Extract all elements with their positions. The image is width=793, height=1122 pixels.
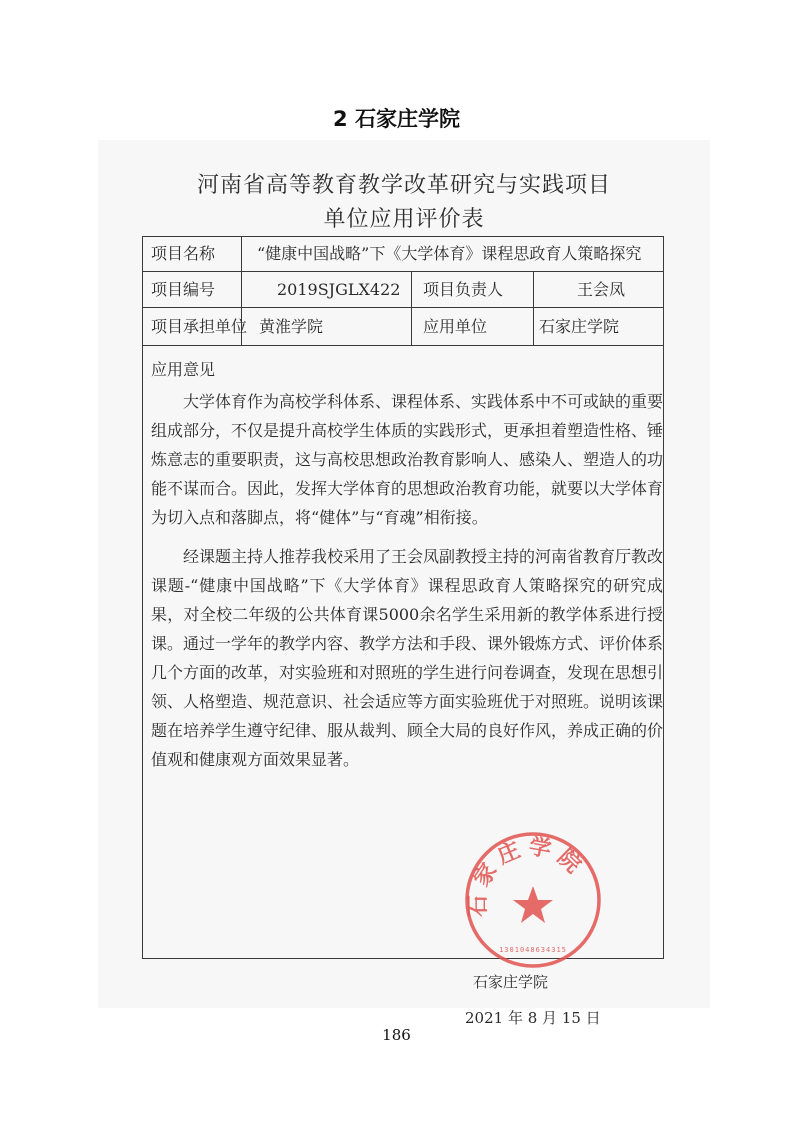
- project-leader-label: 项目负责人: [423, 280, 504, 299]
- page-number: 186: [382, 1026, 411, 1044]
- undertaker-label: 项目承担单位: [151, 317, 248, 336]
- project-name-value: “健康中国战略”下《大学体育》课程思政育人策略探究: [257, 244, 642, 263]
- applicant-label: 应用单位: [423, 317, 488, 336]
- form-subtitle: 单位应用评价表: [323, 207, 485, 232]
- form-title: 河南省高等教育教学改革研究与实践项目: [196, 173, 611, 198]
- signature-date: 2021 年 8 月 15 日: [465, 1009, 601, 1027]
- official-seal-icon: [463, 830, 603, 970]
- project-leader-value: 王会凤: [577, 280, 626, 299]
- scanned-form: [98, 140, 710, 1027]
- opinion-paragraph: 经课题主持人推荐我校采用了王会凤副教授主持的河南省教育厅教改课题-“健康中国战略”下《大学体育》课程思政育人策略探究的研究成果，对全校二年级的公共体育课5000余名学生采用新的教学体系进行授课。通过一学年的教学内容、教学方法和手段、课外锻炼方式、评价体系几个方面的改革，对实验班和对照班的学生进行问卷调查，发现在思想引领、人格塑造、规范意识、社会适应等方面实验班优于对照班。说明该课题在培养学生遵守纪律、服从裁判、顾全大局的良好作风，养成正确的价值观和健康观方面效果显著。: [151, 547, 664, 769]
- opinion-text: [151, 387, 663, 784]
- row-divider: [143, 345, 663, 346]
- svg-text:1301048634315: 1301048634315: [499, 946, 567, 954]
- opinion-label: 应用意见: [151, 360, 216, 379]
- project-code-label: 项目编号: [151, 280, 216, 299]
- signature-unit: 石家庄学院: [473, 973, 549, 991]
- row-divider: [143, 271, 663, 272]
- svg-text:石家庄学院: 石家庄学院: [465, 834, 590, 917]
- opinion-paragraph: 大学体育作为高校学科体系、课程体系、实践体系中不可或缺的重要组成部分，不仅是提升高校学生体质的实践形式，更承担着塑造性格、锤炼意志的重要职责，这与高校思想政治教育影响人、感染人、塑造人的功能不谋而合。因此，发挥大学体育的思想政治教育功能，就要以大学体育为切入点和落脚点，将“健体”与“育魂”相衔接。: [151, 392, 664, 527]
- row-divider: [143, 307, 663, 308]
- column-divider: [533, 271, 534, 345]
- column-divider: [411, 271, 412, 345]
- project-code-value: 2019SJGLX422: [277, 280, 401, 299]
- page-heading: 2 石家庄学院: [333, 107, 460, 131]
- applicant-value: 石家庄学院: [539, 317, 620, 336]
- project-name-label: 项目名称: [151, 244, 216, 263]
- undertaker-value: 黄淮学院: [259, 317, 324, 336]
